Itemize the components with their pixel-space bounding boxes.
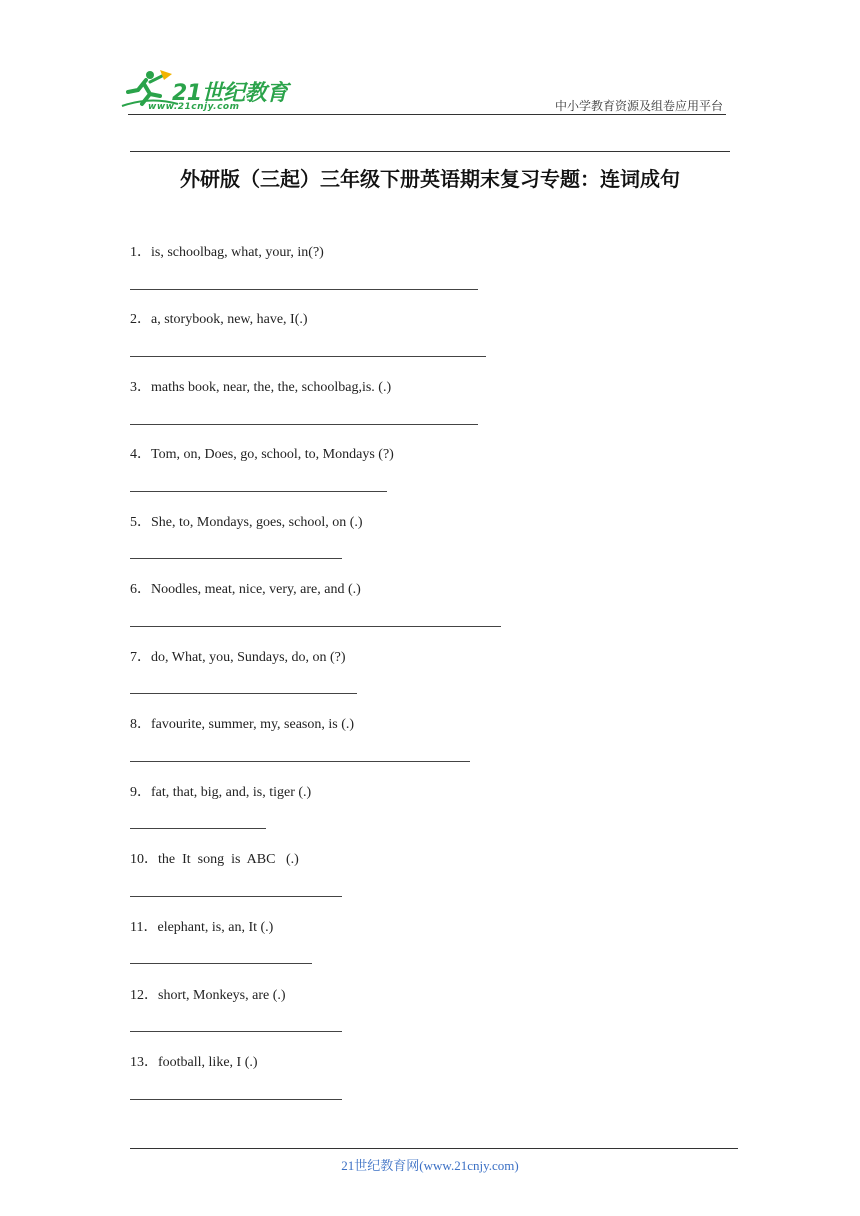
header-rule [128, 114, 726, 115]
answer-line-3[interactable] [130, 424, 478, 425]
site-logo[interactable] [120, 66, 300, 114]
answer-line-5[interactable] [130, 558, 342, 559]
footer-link[interactable]: 21世纪教育网(www.21cnjy.com) [341, 1158, 519, 1173]
answer-line-13[interactable] [130, 1099, 342, 1100]
question-11: 11．elephant, is, an, It (.) [130, 920, 274, 935]
answer-line-6[interactable] [130, 626, 501, 627]
answer-line-9[interactable] [130, 828, 266, 829]
header-platform-text: 中小学教育资源及组卷应用平台 [554, 99, 723, 113]
answer-line-4[interactable] [130, 491, 387, 492]
question-6: 6．Noodles, meat, nice, very, are, and (.) [130, 582, 361, 597]
question-2: 2．a, storybook, new, have, I(.) [130, 312, 308, 327]
question-4: 4．Tom, on, Does, go, school, to, Mondays (?) [130, 447, 394, 462]
question-10: 10．the It song is ABC (.) [130, 852, 299, 867]
page-title: 外研版（三起）三年级下册英语期末复习专题：连词成句 [180, 167, 680, 191]
page-header [0, 0, 860, 150]
answer-line-11[interactable] [130, 963, 312, 964]
answer-line-12[interactable] [130, 1031, 342, 1032]
title-rule [130, 151, 730, 152]
answer-line-1[interactable] [130, 289, 478, 290]
question-8: 8．favourite, summer, my, season, is (.) [130, 717, 355, 732]
logo-text: 21世纪教育 [172, 81, 288, 106]
question-12: 12．short, Monkeys, are (.) [130, 988, 286, 1003]
logo-url: www.21cnjy.com [148, 102, 240, 112]
question-3: 3．maths book, near, the, the, schoolbag,is. (.) [130, 380, 392, 395]
answer-line-10[interactable] [130, 896, 342, 897]
question-9: 9．fat, that, big, and, is, tiger (.) [130, 785, 312, 800]
footer-rule [130, 1148, 738, 1149]
answer-line-2[interactable] [130, 356, 486, 357]
question-1: 1．is, schoolbag, what, your, in(?) [130, 245, 324, 260]
question-13: 13．football, like, I (.) [130, 1055, 258, 1070]
question-5: 5．She, to, Mondays, goes, school, on (.) [130, 515, 363, 530]
answer-line-7[interactable] [130, 693, 357, 694]
answer-line-8[interactable] [130, 761, 470, 762]
question-7: 7．do, What, you, Sundays, do, on (?) [130, 650, 346, 665]
